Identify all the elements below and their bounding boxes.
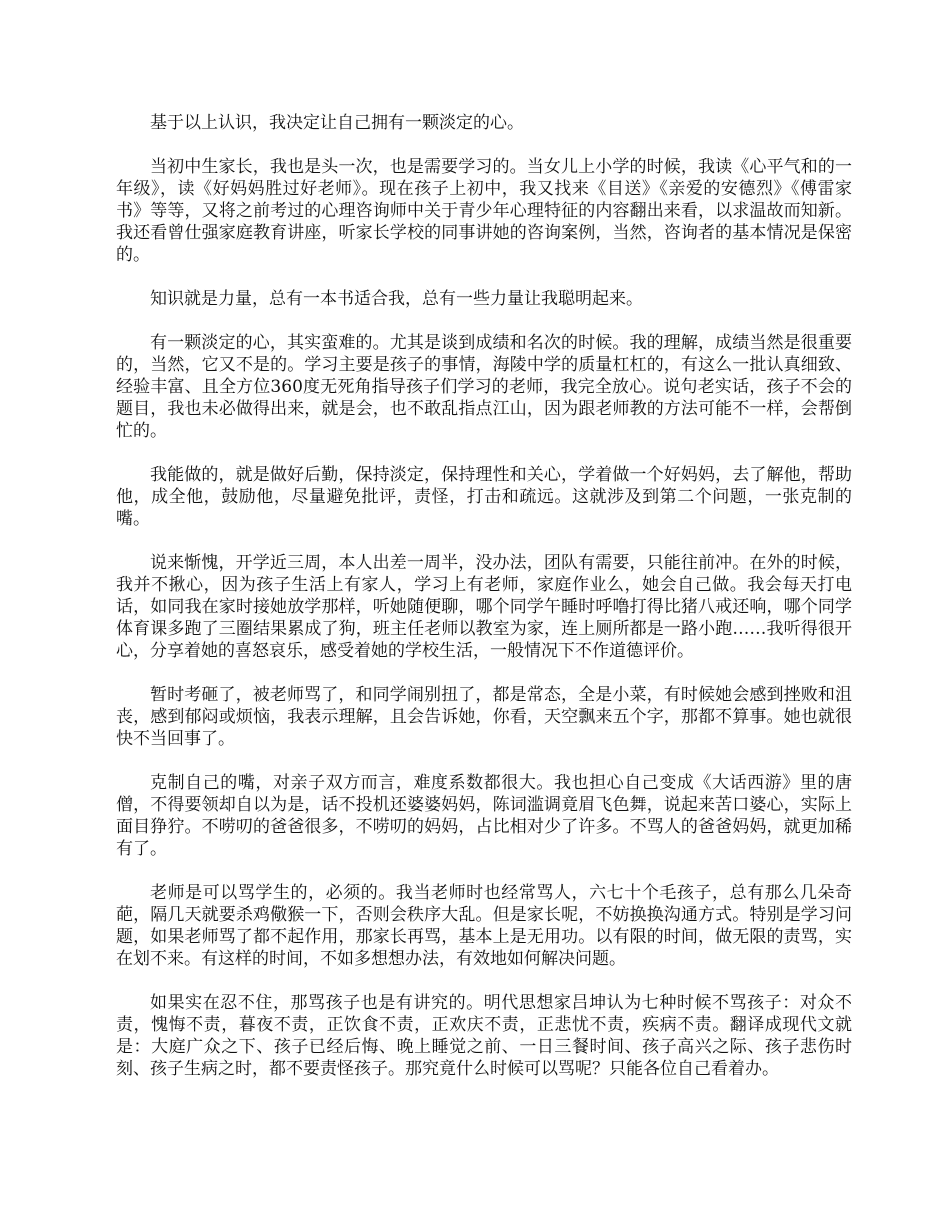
paragraph-3: 知识就是力量，总有一本书适合我，总有一些力量让我聪明起来。: [150, 289, 643, 309]
paragraph-8: 克制自己的嘴，对亲子双方而言，难度系数都很大。我也担心自己变成《大话西游》里的唐僧，不得要领却自以为是，话不投机还婆婆妈妈，陈词滥调竟眉飞色舞，说起来苦口婆心，实际上面目狰狞。不唠叨的爸爸很多，不唠叨的妈妈，占比相对少了许多。不骂人的爸爸妈妈，就更加稀有了。: [116, 773, 852, 859]
paragraph-2: 当初中生家长，我也是头一次，也是需要学习的。当女儿上小学的时候，我读《心平气和的一年级》，读《好妈妈胜过好老师》。现在孩子上初中，我又找来《目送》《亲爱的安德烈》《傅雷家书》等等，又将之前考过的心理咨询师中关于青少年心理特征的内容翻出来看，以求温故而知新。我还看曾仕强家庭教育讲座，听家长学校的同事讲她的咨询案例，当然，咨询者的基本情况是保密的。: [116, 157, 852, 265]
paragraph-1: 基于以上认识，我决定让自己拥有一颗淡定的心。: [150, 113, 524, 133]
document-body: [116, 112, 852, 1102]
paragraph-6: 说来惭愧，开学近三周，本人出差一周半，没办法，团队有需要，只能往前冲。在外的时候，我并不揪心，因为孩子生活上有家人，学习上有老师，家庭作业么，她会自己做。我会每天打电话，如同我在家时接她放学那样，听她随便聊，哪个同学午睡时呼噜打得比猪八戒还响，哪个同学体育课多跑了三圈结果累成了狗，班主任老师以教室为家，连上厕所都是一路小跑……我听得很开心，分享着她的喜怒哀乐，感受着她的学校生活，一般情况下不作道德评价。: [116, 553, 852, 661]
paragraph-5: 我能做的，就是做好后勤，保持淡定，保持理性和关心，学着做一个好妈妈，去了解他，帮助他，成全他，鼓励他，尽量避免批评，责怪，打击和疏远。这就涉及到第二个问题，一张克制的嘴。: [116, 465, 852, 529]
paragraph-10: 如果实在忍不住，那骂孩子也是有讲究的。明代思想家吕坤认为七种时候不骂孩子：对众不责，愧悔不责，暮夜不责，正饮食不责，正欢庆不责，正悲忧不责，疾病不责。翻译成现代文就是：大庭广众之下、孩子已经后悔、晚上睡觉之前、一日三餐时间、孩子高兴之际、孩子悲伤时刻、孩子生病之时，都不要责怪孩子。那究竟什么时候可以骂呢？只能各位自己看着办。: [116, 993, 852, 1079]
paragraph-9: 老师是可以骂学生的，必须的。我当老师时也经常骂人，六七十个毛孩子，总有那么几朵奇葩，隔几天就要杀鸡儆猴一下，否则会秩序大乱。但是家长呢，不妨换换沟通方式。特别是学习问题，如果老师骂了都不起作用，那家长再骂，基本上是无用功。以有限的时间，做无限的责骂，实在划不来。有这样的时间，不如多想想办法，有效地如何解决问题。: [116, 883, 852, 969]
paragraph-4: 有一颗淡定的心，其实蛮难的。尤其是谈到成绩和名次的时候。我的理解，成绩当然是很重要的，当然，它又不是的。学习主要是孩子的事情，海陵中学的质量杠杠的，有这么一批认真细致、经验丰富、且全方位360度无死角指导孩子们学习的老师，我完全放心。说句老实话，孩子不会的题目，我也未必做得出来，就是会，也不敢乱指点江山，因为跟老师教的方法可能不一样，会帮倒忙的。: [116, 333, 852, 441]
paragraph-7: 暂时考砸了，被老师骂了，和同学闹别扭了，都是常态，全是小菜，有时候她会感到挫败和沮丧，感到郁闷或烦恼，我表示理解，且会告诉她，你看，天空飘来五个字，那都不算事。她也就很快不当回事了。: [116, 685, 852, 749]
